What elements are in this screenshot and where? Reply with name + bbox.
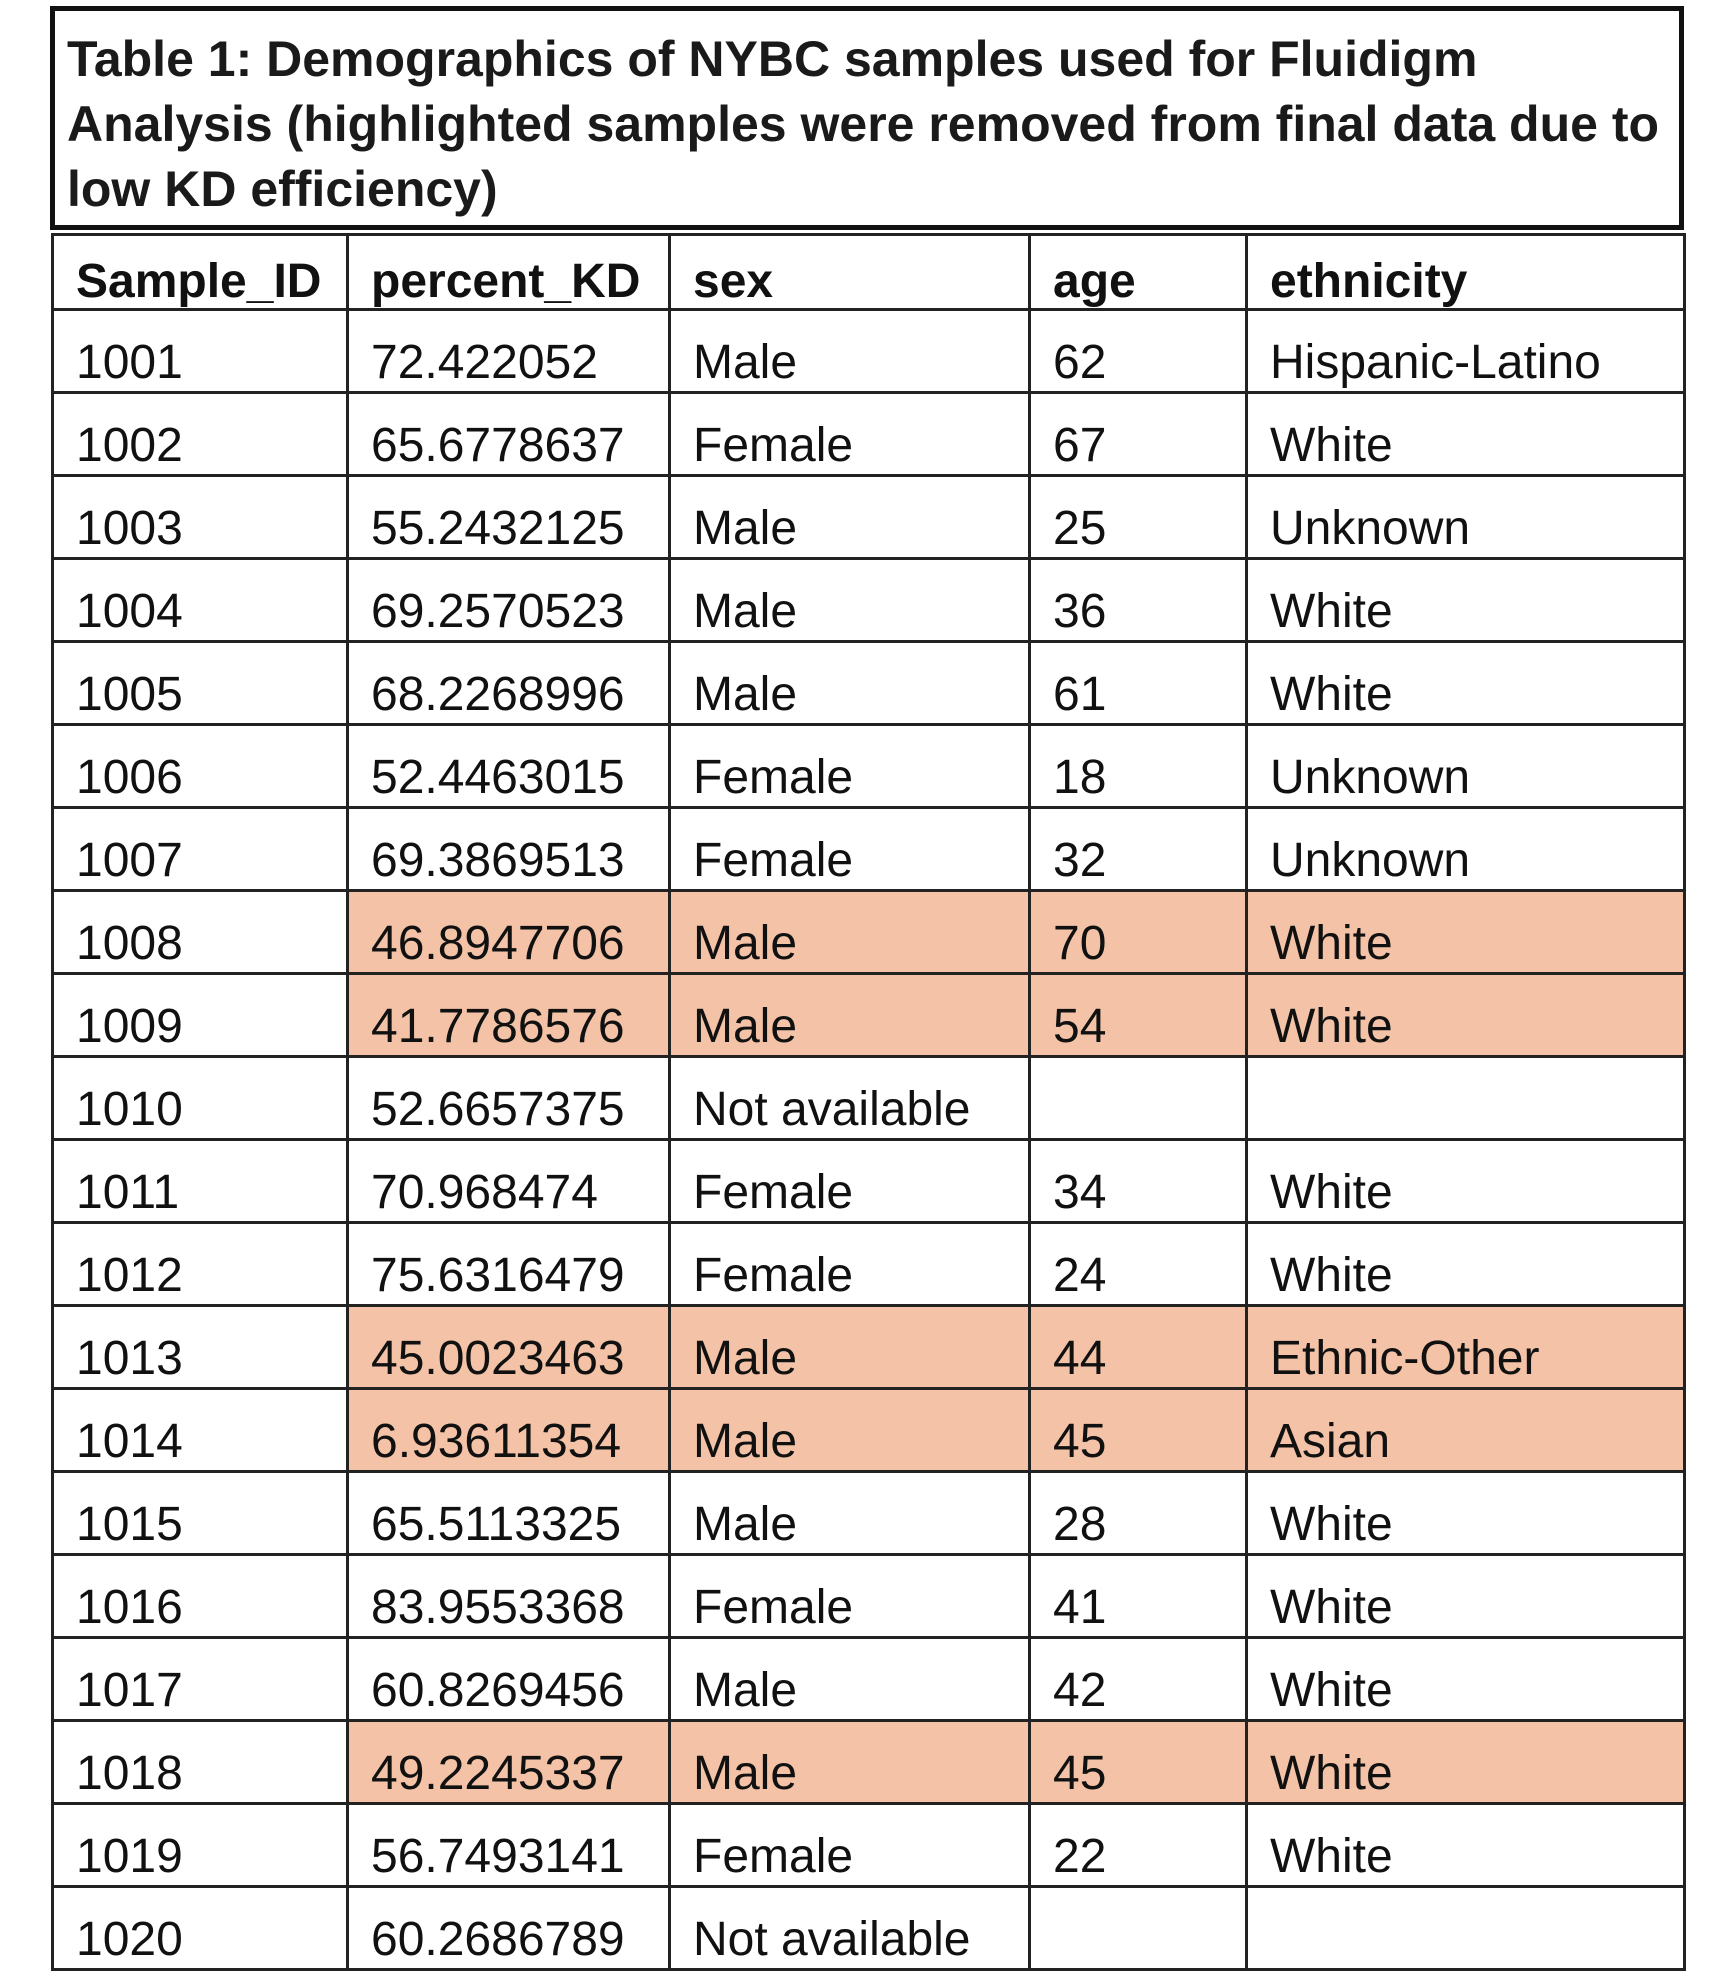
sample-id-cell: 1018 <box>53 1721 348 1804</box>
percent-kd-cell: 70.968474 <box>348 1140 670 1223</box>
ethnicity-cell: White <box>1247 891 1685 974</box>
sex-cell: Male <box>670 1638 1030 1721</box>
sample-id-cell: 1016 <box>53 1555 348 1638</box>
sample-id-cell: 1004 <box>53 559 348 642</box>
percent-kd-cell: 60.8269456 <box>348 1638 670 1721</box>
table-row <box>53 1887 1685 1970</box>
sex-cell: Female <box>670 808 1030 891</box>
ethnicity-cell: White <box>1247 1140 1685 1223</box>
percent-kd-cell: 69.3869513 <box>348 808 670 891</box>
age-cell: 28 <box>1030 1472 1247 1555</box>
percent-kd-cell: 45.0023463 <box>348 1306 670 1389</box>
sex-cell: Male <box>670 559 1030 642</box>
sample-id-cell: 1013 <box>53 1306 348 1389</box>
sample-id-cell: 1020 <box>53 1887 348 1970</box>
ethnicity-cell <box>1247 1887 1685 1970</box>
ethnicity-cell: Asian <box>1247 1389 1685 1472</box>
age-cell: 67 <box>1030 393 1247 476</box>
column-header-percent-kd: percent_KD <box>348 235 670 310</box>
sample-id-cell: 1010 <box>53 1057 348 1140</box>
ethnicity-cell: White <box>1247 1638 1685 1721</box>
age-cell: 61 <box>1030 642 1247 725</box>
age-cell: 45 <box>1030 1389 1247 1472</box>
sample-id-cell: 1019 <box>53 1804 348 1887</box>
percent-kd-cell: 83.9553368 <box>348 1555 670 1638</box>
age-cell <box>1030 1057 1247 1140</box>
table-row <box>53 808 1685 891</box>
sample-id-cell: 1002 <box>53 393 348 476</box>
column-header-ethnicity: ethnicity <box>1247 235 1685 310</box>
percent-kd-cell: 68.2268996 <box>348 642 670 725</box>
sample-id-cell: 1009 <box>53 974 348 1057</box>
table-row <box>53 1804 1685 1887</box>
ethnicity-cell: White <box>1247 1721 1685 1804</box>
ethnicity-cell: White <box>1247 1804 1685 1887</box>
percent-kd-cell: 65.6778637 <box>348 393 670 476</box>
age-cell: 42 <box>1030 1638 1247 1721</box>
table-row <box>53 1555 1685 1638</box>
sex-cell: Female <box>670 1223 1030 1306</box>
ethnicity-cell <box>1247 1057 1685 1140</box>
sample-id-cell: 1012 <box>53 1223 348 1306</box>
table-row <box>53 1223 1685 1306</box>
header-row <box>53 235 1685 310</box>
sample-id-cell: 1007 <box>53 808 348 891</box>
percent-kd-cell: 69.2570523 <box>348 559 670 642</box>
table-row-highlighted <box>53 1389 1685 1472</box>
sample-id-cell: 1017 <box>53 1638 348 1721</box>
sex-cell: Male <box>670 1389 1030 1472</box>
percent-kd-cell: 75.6316479 <box>348 1223 670 1306</box>
sex-cell: Male <box>670 642 1030 725</box>
table-row <box>53 476 1685 559</box>
ethnicity-cell: Hispanic-Latino <box>1247 310 1685 393</box>
age-cell: 18 <box>1030 725 1247 808</box>
sample-id-cell: 1003 <box>53 476 348 559</box>
table-row <box>53 310 1685 393</box>
sample-id-cell: 1001 <box>53 310 348 393</box>
percent-kd-cell: 60.2686789 <box>348 1887 670 1970</box>
column-header-sample-id: Sample_ID <box>53 235 348 310</box>
table-row <box>53 725 1685 808</box>
table-row <box>53 642 1685 725</box>
ethnicity-cell: White <box>1247 642 1685 725</box>
sex-cell: Male <box>670 1721 1030 1804</box>
table-row <box>53 559 1685 642</box>
sex-cell: Female <box>670 1555 1030 1638</box>
sex-cell: Male <box>670 310 1030 393</box>
sex-cell: Male <box>670 891 1030 974</box>
age-cell: 54 <box>1030 974 1247 1057</box>
column-header-sex: sex <box>670 235 1030 310</box>
sample-id-cell: 1014 <box>53 1389 348 1472</box>
age-cell: 36 <box>1030 559 1247 642</box>
ethnicity-cell: White <box>1247 1223 1685 1306</box>
age-cell: 41 <box>1030 1555 1247 1638</box>
age-cell: 34 <box>1030 1140 1247 1223</box>
percent-kd-cell: 56.7493141 <box>348 1804 670 1887</box>
sex-cell: Not available <box>670 1887 1030 1970</box>
table-row <box>53 1140 1685 1223</box>
ethnicity-cell: White <box>1247 559 1685 642</box>
ethnicity-cell: Ethnic-Other <box>1247 1306 1685 1389</box>
ethnicity-cell: Unknown <box>1247 725 1685 808</box>
age-cell: 62 <box>1030 310 1247 393</box>
percent-kd-cell: 72.422052 <box>348 310 670 393</box>
table-caption: Table 1: Demographics of NYBC samples used for Fluidigm Analysis (highlighted samples were removed from final data due to low KD efficiency) <box>50 6 1684 230</box>
percent-kd-cell: 52.4463015 <box>348 725 670 808</box>
sample-id-cell: 1015 <box>53 1472 348 1555</box>
percent-kd-cell: 41.7786576 <box>348 974 670 1057</box>
table-row <box>53 393 1685 476</box>
sex-cell: Female <box>670 393 1030 476</box>
percent-kd-cell: 46.8947706 <box>348 891 670 974</box>
age-cell: 25 <box>1030 476 1247 559</box>
percent-kd-cell: 52.6657375 <box>348 1057 670 1140</box>
sex-cell: Male <box>670 1472 1030 1555</box>
sample-id-cell: 1006 <box>53 725 348 808</box>
ethnicity-cell: White <box>1247 974 1685 1057</box>
column-header-age: age <box>1030 235 1247 310</box>
sex-cell: Female <box>670 1804 1030 1887</box>
ethnicity-cell: White <box>1247 1472 1685 1555</box>
sex-cell: Female <box>670 1140 1030 1223</box>
sex-cell: Male <box>670 1306 1030 1389</box>
table-row-highlighted <box>53 1721 1685 1804</box>
ethnicity-cell: Unknown <box>1247 476 1685 559</box>
age-cell: 22 <box>1030 1804 1247 1887</box>
sex-cell: Male <box>670 974 1030 1057</box>
sample-id-cell: 1008 <box>53 891 348 974</box>
table-row <box>53 1472 1685 1555</box>
percent-kd-cell: 6.93611354 <box>348 1389 670 1472</box>
ethnicity-cell: White <box>1247 393 1685 476</box>
sex-cell: Male <box>670 476 1030 559</box>
ethnicity-cell: White <box>1247 1555 1685 1638</box>
age-cell: 44 <box>1030 1306 1247 1389</box>
table-row-highlighted <box>53 1306 1685 1389</box>
table-row-highlighted <box>53 891 1685 974</box>
age-cell: 45 <box>1030 1721 1247 1804</box>
sex-cell: Female <box>670 725 1030 808</box>
table-row-highlighted <box>53 974 1685 1057</box>
sex-cell: Not available <box>670 1057 1030 1140</box>
sample-id-cell: 1011 <box>53 1140 348 1223</box>
age-cell: 32 <box>1030 808 1247 891</box>
ethnicity-cell: Unknown <box>1247 808 1685 891</box>
age-cell: 24 <box>1030 1223 1247 1306</box>
age-cell <box>1030 1887 1247 1970</box>
table-row <box>53 1638 1685 1721</box>
percent-kd-cell: 49.2245337 <box>348 1721 670 1804</box>
demographics-table <box>51 233 1686 1971</box>
percent-kd-cell: 65.5113325 <box>348 1472 670 1555</box>
age-cell: 70 <box>1030 891 1247 974</box>
sample-id-cell: 1005 <box>53 642 348 725</box>
percent-kd-cell: 55.2432125 <box>348 476 670 559</box>
table-row <box>53 1057 1685 1140</box>
